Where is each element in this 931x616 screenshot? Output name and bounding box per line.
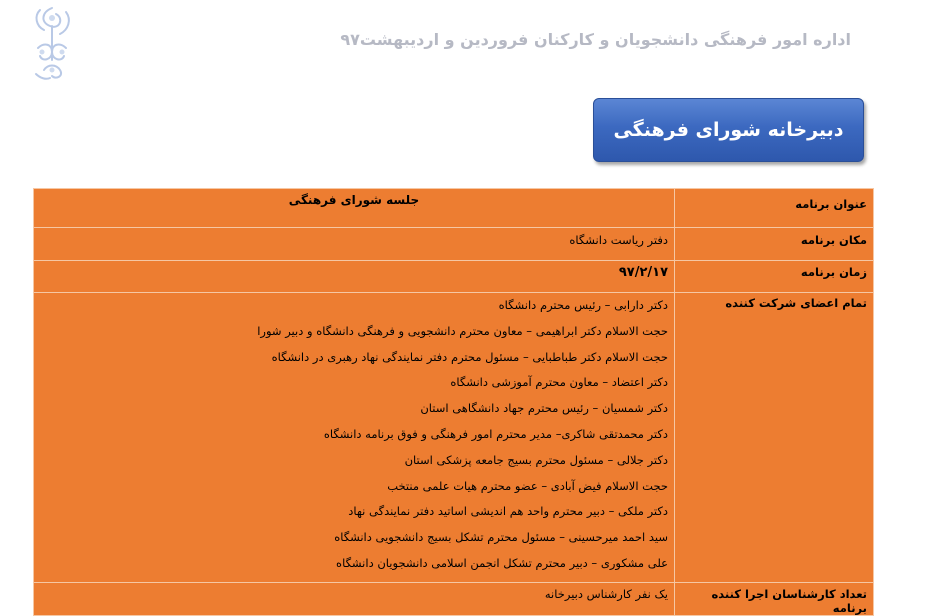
table-row-time — [34, 261, 874, 293]
value-staff-count: یک نفر کارشناس دبیرخانه — [34, 582, 675, 615]
participant-item: دکتر ملکی – دبیر محترم واحد هم اندیشی اساتید دفتر نمایندگی نهاد — [348, 504, 668, 519]
program-info-table — [33, 188, 874, 616]
participant-item: حجت الاسلام دکتر ابراهیمی – معاون محترم دانشجویی و فرهنگی دانشگاه و دبیر شورا — [257, 323, 668, 338]
participant-item: حجت الاسلام فیض آبادی – عضو محترم هیات علمی منتخب — [387, 478, 668, 493]
page-header-title: اداره امور فرهنگی دانشجویان و کارکنان فروردین و اردیبهشت۹۷ — [340, 30, 851, 49]
floral-ornament-icon — [30, 4, 74, 82]
participant-item: دکتر جلالی – مسئول محترم بسیج جامعه پزشکی استان — [404, 452, 668, 467]
value-program-title: جلسه شورای فرهنگی — [34, 189, 675, 228]
table-row-place — [34, 228, 874, 261]
table-row-staff — [34, 582, 874, 615]
label-staff-count: تعداد کارشناسان اجرا کننده برنامه — [675, 582, 874, 615]
participants-list — [34, 293, 675, 583]
participant-item: حجت الاسلام دکتر طباطبایی – مسئول محترم دفتر نمایندگی نهاد رهبری در دانشگاه — [271, 349, 668, 364]
label-participants: تمام اعضای شرکت کننده — [675, 293, 874, 583]
section-banner — [593, 98, 864, 162]
participant-item: دکتر محمدتقی شاکری– مدیر محترم امور فرهنگی و فوق برنامه دانشگاه — [323, 426, 668, 441]
banner-title: دبیرخانه شورای فرهنگی — [613, 119, 844, 141]
table-row-members — [34, 293, 874, 583]
value-program-place: دفتر ریاست دانشگاه — [34, 228, 675, 261]
participant-item: دکتر اعتضاد – معاون محترم آموزشی دانشگاه — [450, 375, 668, 390]
participant-item: دکتر شمسیان – رئیس محترم جهاد دانشگاهی استان — [420, 401, 668, 416]
participant-item: سید احمد میرحسینی – مسئول محترم تشکل بسیج دانشجویی دانشگاه — [334, 530, 668, 545]
table-row-title — [34, 189, 874, 228]
value-program-time: ۹۷/۲/۱۷ — [34, 261, 675, 293]
participant-item: دکتر دارابی – رئیس محترم دانشگاه — [498, 298, 668, 312]
participant-item: علی مشکوری – دبیر محترم تشکل انجمن اسلامی دانشجویان دانشگاه — [336, 555, 668, 570]
label-program-place: مکان برنامه — [675, 228, 874, 261]
label-program-time: زمان برنامه — [675, 261, 874, 293]
label-program-title: عنوان برنامه — [675, 189, 874, 228]
